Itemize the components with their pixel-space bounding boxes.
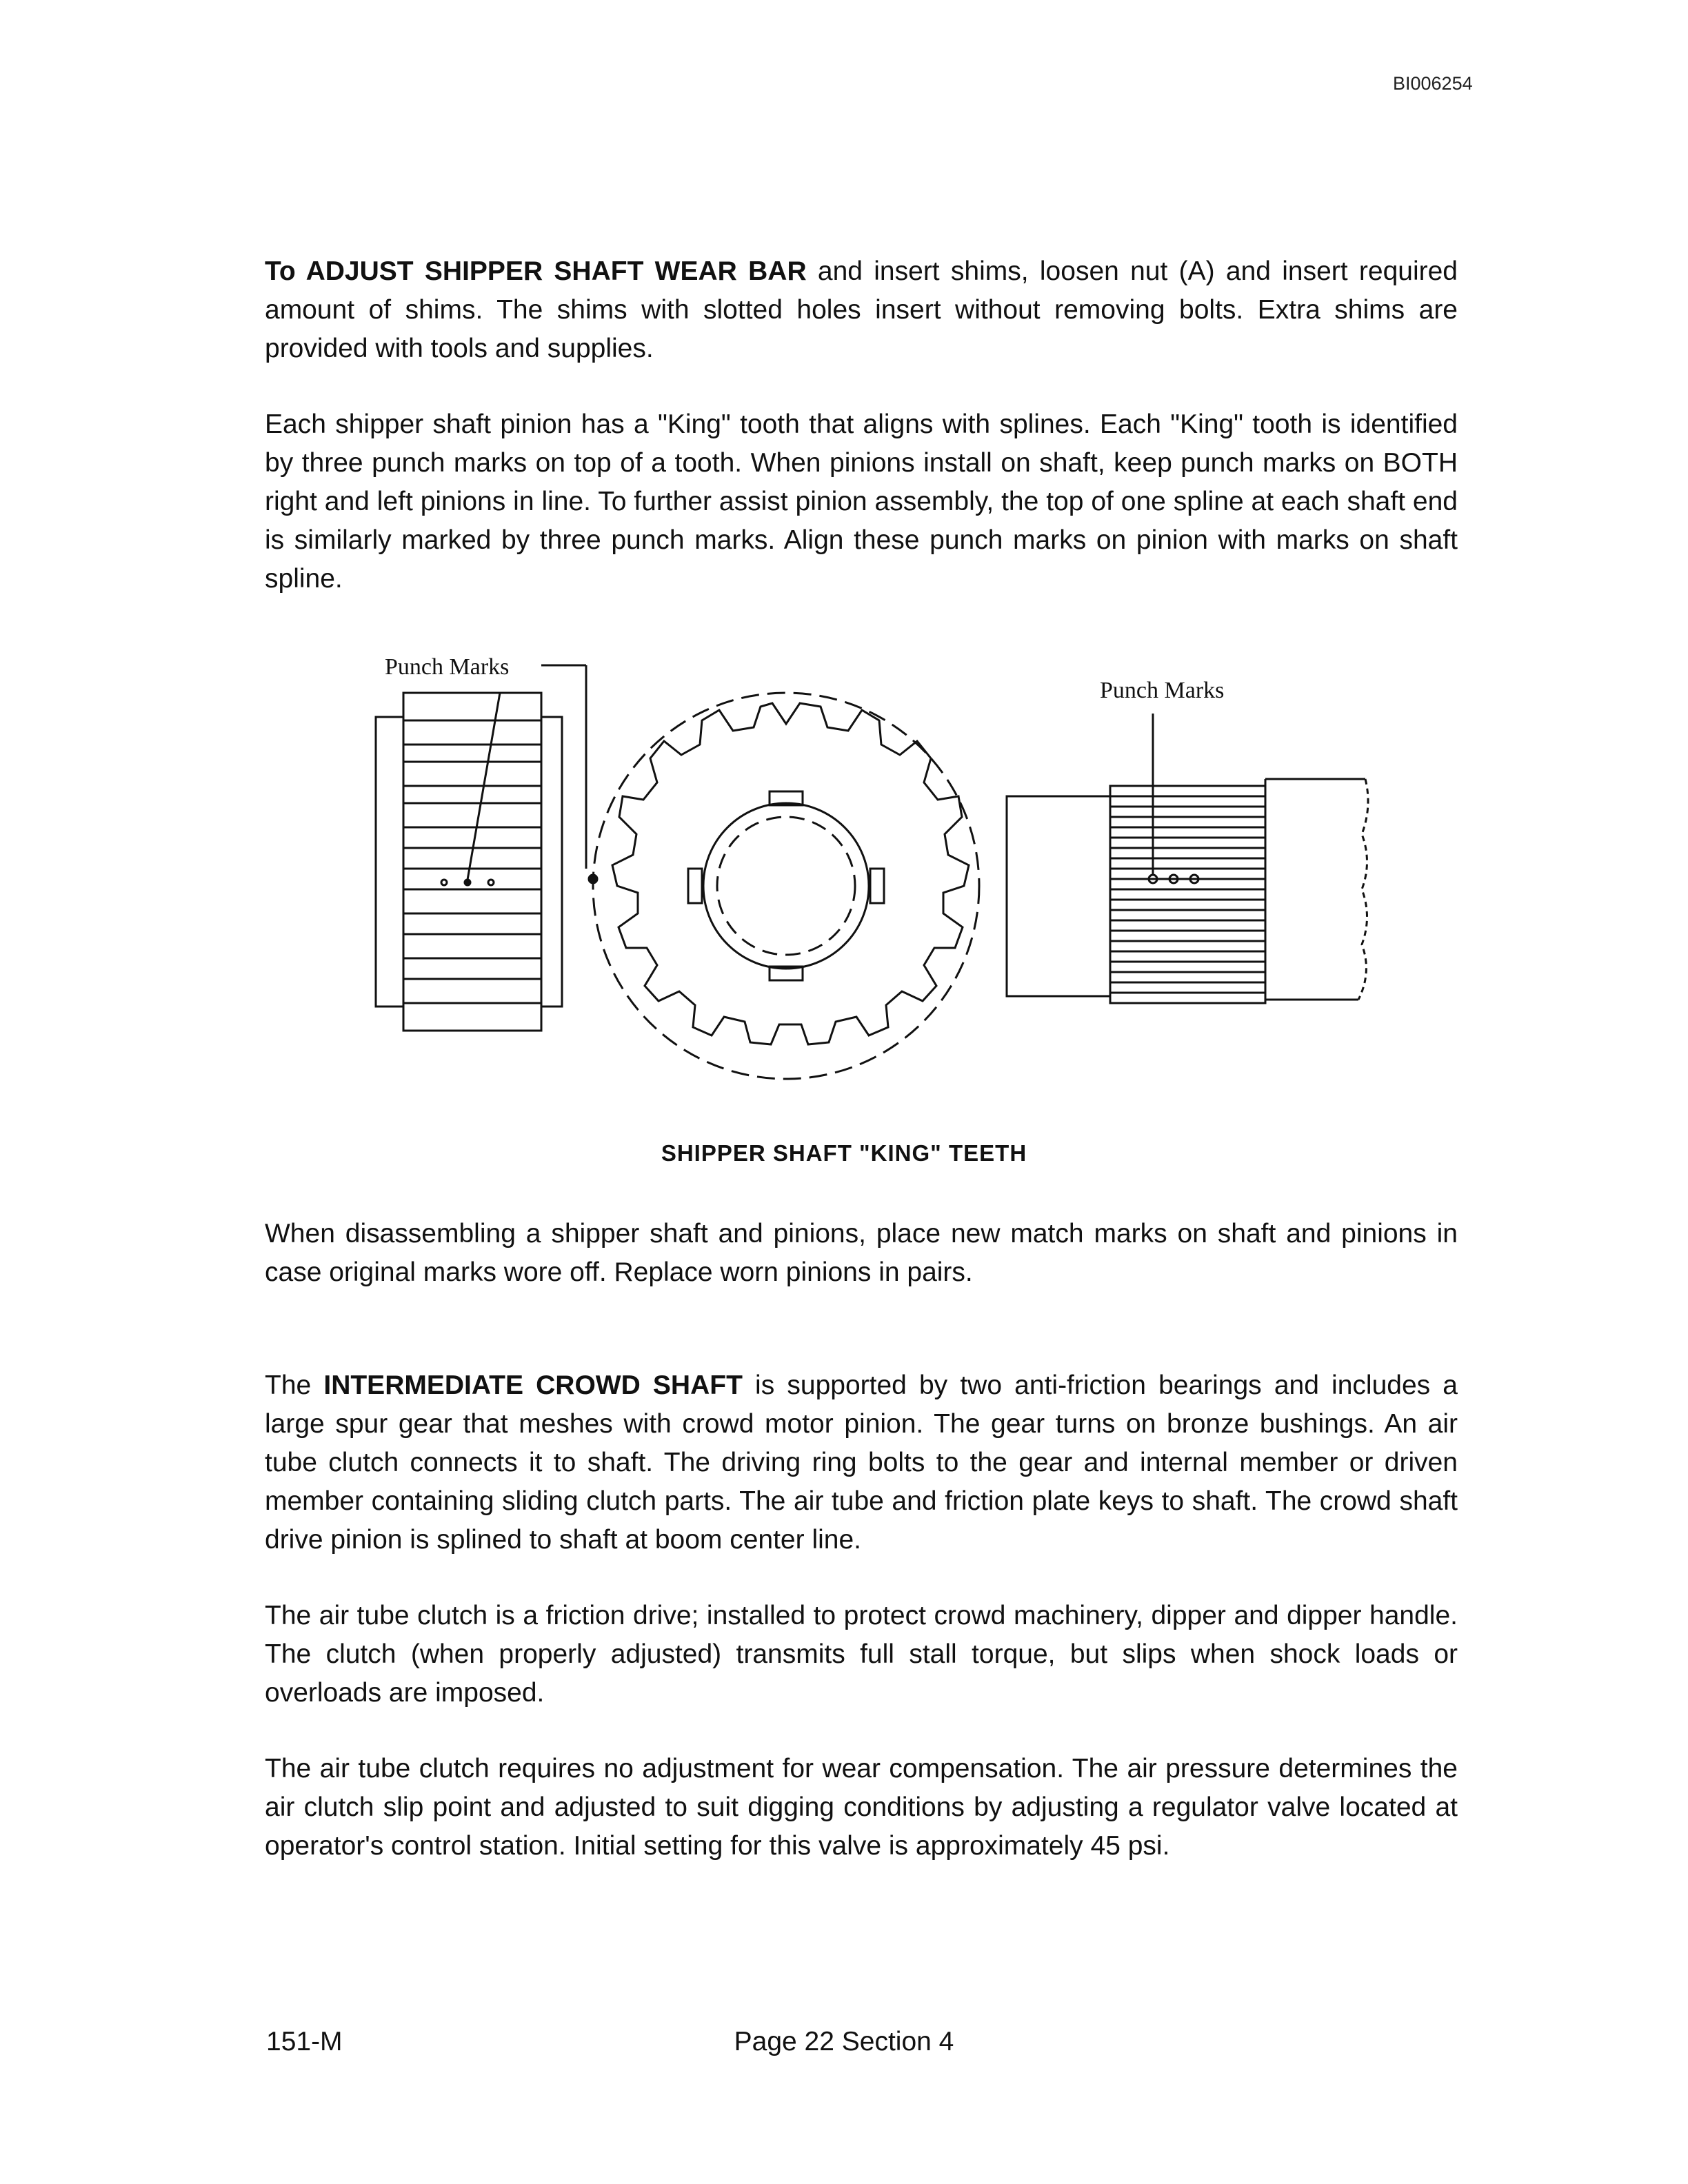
paragraph-clutch-friction <box>265 1597 1458 1712</box>
king-teeth-drawing <box>365 641 1386 1089</box>
punch-marks-label-left: Punch Marks <box>385 654 510 680</box>
paragraph-text: is supported by two anti-friction bearings and includes a large spur gear that meshes with crowd motor pinion. The gear turns on bronze bushings. An air tube clutch connects it to shaft. The driving ring bolts to the gear and internal member or driven member containing sliding clutch parts. The air tube and friction plate keys to shaft. The crowd shaft drive pinion is splined to shaft at boom center line. <box>265 1371 1458 1555</box>
paragraph-text: The air tube clutch requires no adjustment for wear compensation. The air pressure determines the air clutch slip point and adjusted to suit digging conditions by adjusting a regulator valve located at operator's control station. Initial setting for this valve is approximately 45 psi. <box>265 1754 1458 1861</box>
paragraph-crowd-shaft <box>265 1366 1458 1559</box>
right-shaft-side-view <box>1007 714 1368 1003</box>
footer-doc-number: 151-M <box>266 2027 343 2056</box>
figure-caption: SHIPPER SHAFT "KING" TEETH <box>661 1140 1027 1166</box>
left-pinion-side-view <box>376 665 586 1031</box>
pinion-gear-front-view <box>589 693 979 1079</box>
paragraph-text: and insert shims, loosen nut (A) and insert required amount of shims. The shims with slotted holes insert without removing bolts. Extra shims are provided with tools and supplies. <box>265 256 1458 363</box>
paragraph-lead: The <box>265 1371 324 1400</box>
paragraph-disassembly <box>265 1215 1458 1292</box>
paragraph-clutch-adjustment <box>265 1750 1458 1866</box>
punch-marks-label-right: Punch Marks <box>1100 678 1225 703</box>
paragraph-heading: To ADJUST SHIPPER SHAFT WEAR BAR <box>265 256 807 286</box>
paragraph-text: Each shipper shaft pinion has a "King" tooth that aligns with splines. Each "King" tooth is identified by three punch marks on top of a tooth. When pinions install on shaft, keep punch marks on BOTH right and left pinions in line. To further assist pinion assembly, the top of one spline at each shaft end is similarly marked by three punch marks. Align these punch marks on pinion with marks on shaft spline. <box>265 410 1458 594</box>
document-id: BI006254 <box>1393 73 1473 94</box>
paragraph-wear-bar <box>265 252 1458 368</box>
king-teeth-figure <box>365 641 1386 1089</box>
footer-page-number: Page 22 Section 4 <box>734 2027 954 2056</box>
paragraph-king-tooth <box>265 405 1458 598</box>
paragraph-text: When disassembling a shipper shaft and pinions, place new match marks on shaft and pinions in case original marks wore off. Replace worn pinions in pairs. <box>265 1219 1458 1287</box>
paragraph-text: The air tube clutch is a friction drive; installed to protect crowd machinery, dipper and dipper handle. The clutch (when properly adjusted) transmits full stall torque, but slips when shock loads or overloads are imposed. <box>265 1601 1458 1708</box>
paragraph-heading: INTERMEDIATE CROWD SHAFT <box>323 1371 743 1400</box>
